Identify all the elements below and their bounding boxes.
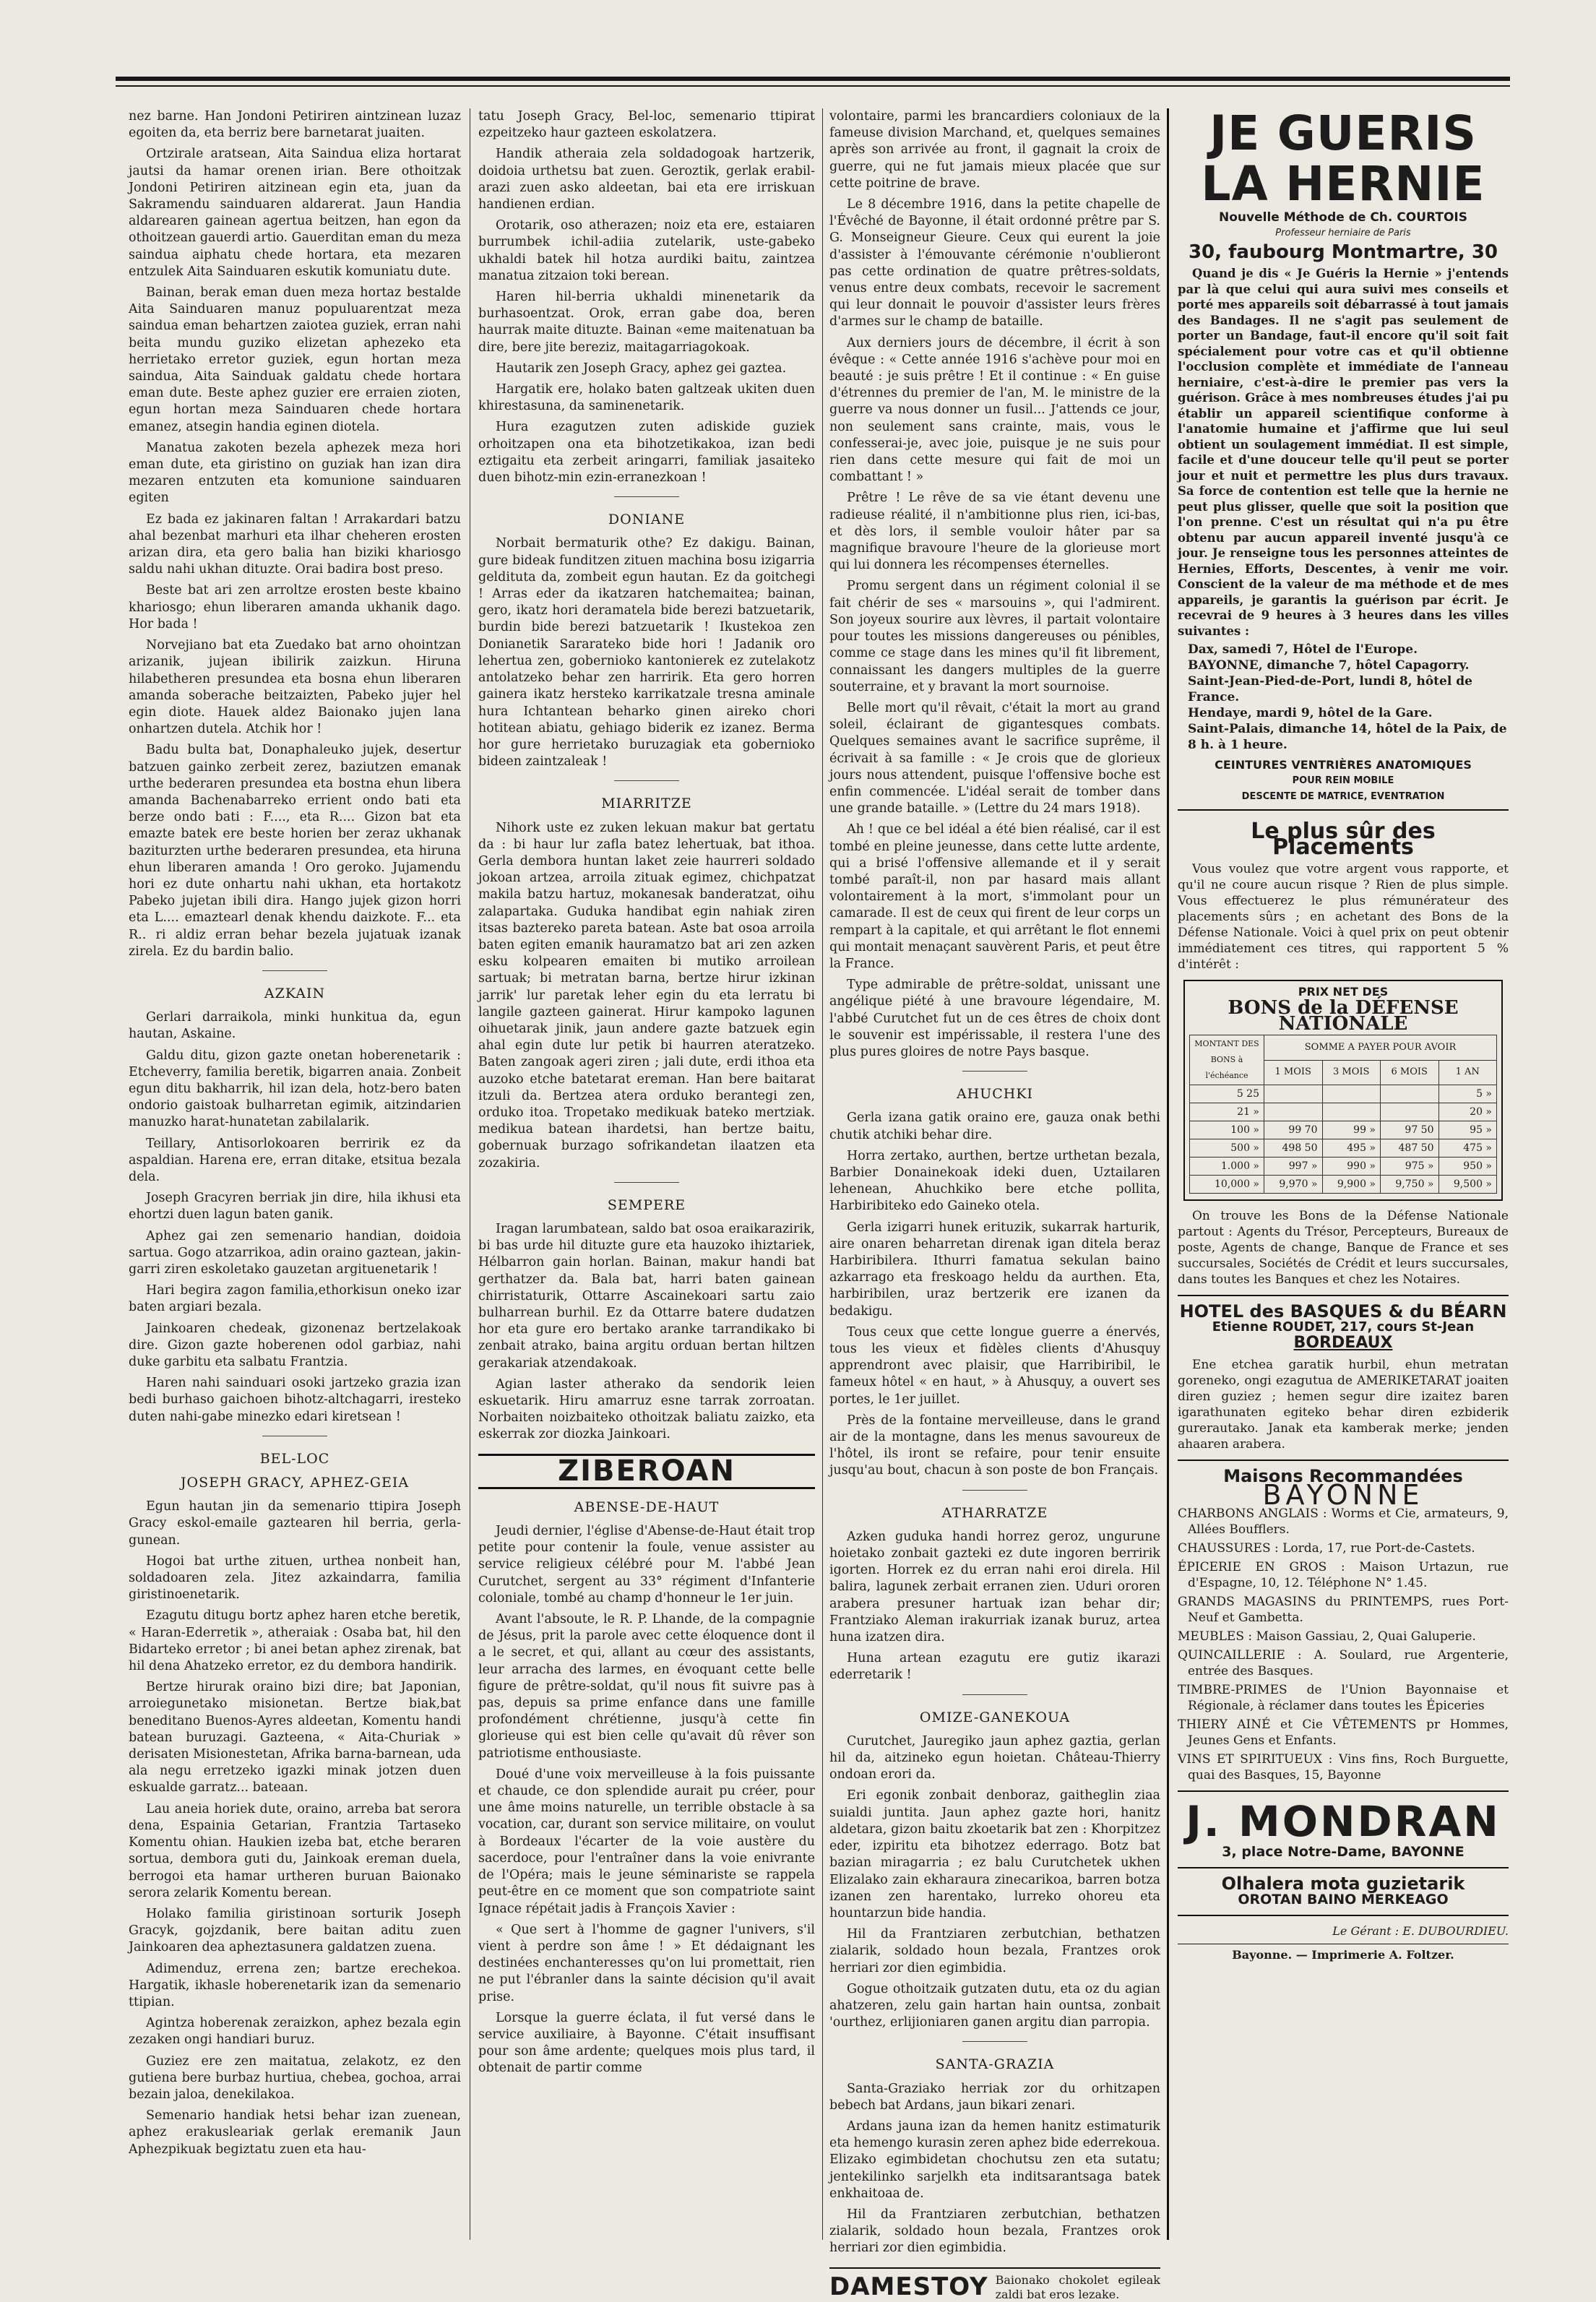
hotel-city: BORDEAUX xyxy=(1293,1334,1393,1352)
heading-doniane: DONIANE xyxy=(608,512,686,528)
city-line: Dax, samedi 7, Hôtel de l'Europe. xyxy=(1188,642,1418,657)
paragraph: Santa-Graziako herriak zor du orhitzapen bebech bat Ardans, jaun bikari zenari. xyxy=(829,2081,1160,2113)
bons-cell: 500 » xyxy=(1190,1139,1264,1158)
mondran-name: J. MONDRAN xyxy=(1186,1797,1501,1846)
shop-list xyxy=(1178,1506,1509,1783)
paragraph: Gerla izigarri hunek erituzik, sukarrak harturik, aire onaren beharretan direnak igan ditela beraz Harbiribilera. Ithurri famatua sekulan baino azkarrago eta freskoago heldu da aurthen. Eta, harbiribilen, uraz bertzerik ere izanen da bedakigu. xyxy=(829,1220,1160,1319)
bons-box xyxy=(1183,980,1503,1201)
paragraph: Norbait bermaturik othe? Ez dakigu. Bainan, gure bideak funditzen zituen machina bosu izigarria geldituta da, zombeit egun hautan. Ez da goitchegi ! Arras eder da ikatzaren hatchemaitea; bainan, gero, ikatz hori deramatela bide berezi batzuetarik, burdin bide berezi batzuetarik ! Ikustekoa zen Donianetik Sararateko bide hori ! Jadanik oro lehertua zen, gobernioko kantonierek ez zutelakotz antolatzeko behar zen harririk. Eta gero horren gainera ikatz hersteko karrikatzale tresna aminale hura Ichtantean beharko ginen aireko chori hotitean abiatu, gehiago biderik ez izanez. Berma hor gure herrietako buruzagiak eta gobernioko bideen zaintzaleak ! xyxy=(478,536,815,770)
damestoy-text: Baionako chokolet egileak zaldi bat eros lezake. xyxy=(995,2272,1160,2301)
paragraph: Agintza hoberenak zeraizkon, aphez bezala egin zezaken ongi handiari buruz. xyxy=(129,2016,461,2048)
shop-entry: TIMBRE-PRIMES de l'Union Bayonnaise et Régionale, à réclamer dans toutes les Épiceries xyxy=(1178,1683,1509,1713)
paragraph: Handik atheraia zela soldadogoak hartzerik, doidoia urthetsu bat zuen. Geroztik, gerlak erabil-arazi zuen asko aldeetan, bai eta ere irriskuan handienen erdian. xyxy=(478,147,815,212)
ceintures-line3: DESCENTE DE MATRICE, EVENTRATION xyxy=(1178,789,1509,811)
paragraph: Norvejiano bat eta Zuedako bat arno ohointzan arizanik, jujean ibilirik zaizkun. Hiruna hilabetheren presundea eta bosna ehun liberaren amanda soberache beitzaizten, Pabeko jujer hel egin diote. Hauek aldez Baionako jujen lana onhartzen dutela. Atchik hor ! xyxy=(129,638,461,737)
bons-cell: 487 50 xyxy=(1381,1139,1439,1158)
olha-line2: OROTAN BAINO MERKEAGO xyxy=(1238,1892,1449,1907)
bons-cell xyxy=(1322,1085,1381,1103)
heading-santa-grazia: SANTA-GRAZIA xyxy=(935,2056,1055,2073)
shop-entry: QUINCAILLERIE : A. Soulard, rue Argenterie, entrée des Basques. xyxy=(1178,1648,1509,1678)
city-line: Saint-Jean-Pied-de-Port, lundi 8, hôtel de France. xyxy=(1188,674,1472,704)
bons-cell: 950 » xyxy=(1438,1158,1497,1176)
bons-cell: 99 70 xyxy=(1264,1121,1323,1139)
omize-paragraphs xyxy=(829,1733,1160,2031)
mondran-address: 3, place Notre-Dame, BAYONNE xyxy=(1222,1844,1465,1860)
belloc-paragraphs xyxy=(129,1499,461,2158)
bons-row xyxy=(1190,1158,1497,1176)
bons-cell: 100 » xyxy=(1190,1121,1264,1139)
paragraph: Ez bada ez jakinaren faltan ! Arrakardari batzu ahal bezenbat marhuri eta ilhar cheheren erosten arizan dira, eta gero balia han biziki khariosgo saldu nahi ukhan dituzte. Orai badira bost preso. xyxy=(129,512,461,577)
bons-th: 6 MOIS xyxy=(1381,1060,1439,1085)
paragraph: Ardans jauna izan da hemen hanitz estimaturik eta hemengo kurasin zeren aphez bide ederrekoua. Elizako egimbidetan chochutsu zen eta sutatu; jentekilinko sarjelkh eta inditsarantsaga batek enkhaitoaa de. xyxy=(829,2118,1160,2201)
paragraph: « Que sert à l'homme de gagner l'univers, s'il vient à perdre son âme ! » Et dédaignant les destinées enchanteresses qu'on lui promettait, rien ne put l'ébranler dans la sainte décision qu'il avait prise. xyxy=(478,1922,815,2004)
hotel-body: Ene etchea garatik hurbil, ehun metratan goreneko, ongi ezagutua de AMERIKETARAT joaiten diren guziez ; hemen segur dire izaitez baren igarathunaten egiteko behar diren ezbiderik gurerautako. Janak eta kamberak merke; jenden ahaaren arabera. xyxy=(1178,1358,1509,1452)
doniane-paragraphs xyxy=(478,535,815,770)
ahuchki-paragraphs xyxy=(829,1110,1160,1479)
hernie-cities xyxy=(1178,642,1509,753)
bons-th: 1 AN xyxy=(1438,1060,1497,1085)
column-divider xyxy=(822,108,823,2240)
shop-entry: CHARBONS ANGLAIS : Worms et Cie, armateurs, 9, Allées Boufflers. xyxy=(1178,1506,1509,1537)
heading-atharratze: ATHARRATZE xyxy=(941,1504,1048,1521)
paragraph: Curutchet, Jauregiko jaun aphez gaztia, gerlan hil da, aitzineko egun hoietan. Château-Thierry ondoan erori da. xyxy=(829,1733,1160,1782)
paragraph: Semenario handiak hetsi behar izan zuenean, aphez erakusleariak gerlak eremanik Jaun Aphezpikuak begiztatu zuen eta hau- xyxy=(129,2108,461,2157)
paragraph: Joseph Gracyren berriak jin dire, hila ikhusi eta ehortzi duen lagun baten ganik. xyxy=(129,1191,461,1223)
bons-cell: 10,000 » xyxy=(1190,1176,1264,1194)
col2-paragraphs xyxy=(478,108,815,486)
hernie-body: Quand je dis « Je Guéris la Hernie » j'entends par là que celui qui aura suivi mes conseils et porté mes appareils soit débarrassé à tout jamais des Bandages. Il ne s'agit pas seulement de porter un Bandage, faut-il encore qu'il soit fait spécialement pour votre cas et qu'il obtienne l'occlusion complète et immédiate de l'anneau herniaire, c'est-à-dire le premier pas vers la guérison. Grâce à mes nombreuses études j'ai pu établir un appareil scientifique conforme à l'anatomie humaine et j'affirme que lui seul obtient un soulagement immédiat. Il est simple, facile et d'une douceur telle qu'il peut se porter jour et nuit et permettre les plus durs travaux. Sa force de contention est telle que la hernie ne peut plus glisser, quelle que soit la position que l'on prenne. C'est un résultat qui n'a pu être obtenu par aucun appareil inventé jusqu'à ce jour. Je renseigne tous les personnes atteintes de Hernies, Efforts, Descentes, à venir me voir. Conscient de la valeur de ma méthode et de mes appareils, je garantis la guérison par écrit. Je recevrai de 9 heures à 3 heures dans les villes suivantes : xyxy=(1178,267,1509,638)
bons-cell: 997 » xyxy=(1264,1158,1323,1176)
paragraph: Hura ezagutzen zuten adiskide guziek orhoitzapen ona eta bihotzetikakoa, izan bedi eztigaitu eta zerbeit aringarri, familiak jasaiteko duen bihotz-min ezin-erranezkoan ! xyxy=(478,420,815,486)
city-line: Hendaye, mardi 9, hôtel de la Gare. xyxy=(1188,706,1433,720)
paragraph: Aux derniers jours de décembre, il écrit à son évêque : « Cette année 1916 s'achève pour moi en beauté : je suis prêtre ! Et il continue : « En guise d'étrennes du premier de l'an, M. le ministre de la guerre va nous donner un fusil... J'attends ce jour, non seulement sans crainte, mais, vous le confesserai-je, avec joie, puisque je ne suis pour rien dans cette mesure qui fait de moi un combattant ! » xyxy=(829,335,1160,485)
paragraph: volontaire, parmi les brancardiers coloniaux de la fameuse division Marchand, et, quelques semaines après son arrivée au front, il gagnait la croix de guerre, qui ne fut jamais mieux placée que sur cette poitrine de brave. xyxy=(829,109,1160,191)
heading-abense: ABENSE-DE-HAUT xyxy=(574,1499,720,1515)
paragraph: Bainan, berak eman duen meza hortaz bestalde Aita Sainduaren manuz populuarentzat meza saindua eman behartzen zaiotea guziek, erran nahi beita mundu guziko elizetan aphezeko eta herrietako erretor guziek, egun hortan meza saindua, Aita Sainduak galdatu chede hortara eman dute. Beste aphez guzier ere erraien zioten, egun hortan meza Sainduaren chede hortara emanez, atsegin handia eginen diotela. xyxy=(129,285,461,434)
column-1 xyxy=(129,108,461,2247)
heading-omize: OMIZE-GANEKOUA xyxy=(919,1709,1071,1725)
paragraph: Hil da Frantziaren zerbutchian, bethatzen zialarik, soldado houn bezala, Frantzes orok herriari zor dien egimbidia. xyxy=(829,2207,1160,2256)
bons-cell: 9,500 » xyxy=(1438,1176,1497,1194)
paragraph: Nihork uste ez zuken lekuan makur bat gertatu da : bi haur lur zafla batez lehertuak, bat ithoa. Gerla dembora huntan laket zeie haurreri soldado jokoan artzea, arroila zituak egimez, chichpatzat makila batzu hartuz, mokanesak banderatzat, oihu zalapartaka. Guduka handibat egin nahiak ziren itsas baztereko pareta batean. Aste bat osoa arroila baten egiten emanik hauramatzo bat ari zen azken esku kolpearen emaiten bi mutiko arroilean sartuak; bi metratan barna, bertze hirur izkinan jarrik' lur paretak leher egin du eta lerratu bi langile gazteen gainerat. Hirur kampoko lagunen oihuetarak jinik, jaun andere gazte batzuek egin ahal egin dute lur petik bi haurren ateratzeko. Baten zangoak ageri ziren ; jali dute, erdi ithoa eta auzoko etche batetarat ereman. Han bere baitarat itzuli da. Bertzea atera orduko berantegi zen, orduko itoa. Tropetako medikuak bateko mertziak. medikua batean ihardetsi, han bertze baitu, gobernuak burzago sofrikandetan ilaatzen eta zozakiria. xyxy=(478,820,815,1171)
ad-column xyxy=(1178,105,1509,2240)
paragraph: Hautarik zen Joseph Gracy, aphez gei gaztea. xyxy=(496,361,787,376)
paragraph: Lau aneia horiek dute, oraino, arreba bat serora dena, Espainia Getarian, Frantzia Tartaseko Komentu ohian. Haukien izeba bat, etche beraren sortua, dembora guti du, Jainkoak ereman duela, berrogoi eta hamar urtheren buruan Baionako serora zelarik Komentu berean. xyxy=(129,1801,461,1900)
bons-cell: 5 25 xyxy=(1190,1085,1264,1103)
courtois-prof: Professeur herniaire de Paris xyxy=(1275,228,1411,238)
paragraph: Hil da Frantziaren zerbutchian, bethatzen zialarik, soldado houn bezala, Frantzes orok herriari zor dien egimbidia. xyxy=(829,1927,1160,1975)
ceintures-line2: POUR REIN MOBILE xyxy=(1292,775,1394,786)
paragraph: Ezagutu ditugu bortz aphez haren etche beretik, « Haran-Ederretik », atheraiak : Osaba bat, hil den Bidarteko erretor ; bi anei betan aphez zirenak, bat hil dena Ahatzeko erretor, ez du dembora handirik. xyxy=(129,1608,461,1674)
paragraph: Doué d'une voix merveilleuse à la fois puissante et chaude, ce don splendide aurait pu créer, pour une âme moins naturelle, un terrible obstacle à sa vocation, car, durant son service militaire, on voulut à Bordeaux l'écarter de la voie austère du sacerdoce, pour l'entraîner dans la voie enivrante de l'Opéra; mais le jeune séminariste se rappela peut-être en ce moment que son compatriote saint Ignace répétait jadis à François Xavier : xyxy=(478,1767,815,1916)
heading-ahuchki: AHUCHKI xyxy=(956,1086,1034,1103)
bons-footer: On trouve les Bons de la Défense Nationale partout : Agents du Trésor, Percepteurs, Bureaux de poste, Agents de change, Banque de France et ses succursales, Sociétés de Crédit et leurs succursales, dans toutes les Banques et chez les Notaires. xyxy=(1178,1209,1509,1287)
atharratze-paragraphs xyxy=(829,1529,1160,1684)
paragraph: Adimenduz, errena zen; bartze erechekoa. Hargatik, ikhasle hoberenetarik izan da semenario ttipian. xyxy=(129,1961,461,2009)
paragraph: Bertze hirurak oraino bizi dire; bat Japonian, arroiegunetako misionetan. Bertze biak,bat beneditano Buenos-Ayres aldeetan, Komentu handi batean buruzagi. Gazteena, « Aita-Churiak » derisaten Misionestetan, Afrika barna-barnean, uda ala negu erretzeko igazki minak jotzen duen eskualde garratz... bateaan. xyxy=(129,1680,461,1796)
heading-miarritze: MIARRITZE xyxy=(601,796,692,812)
paragraph: Gerla izana gatik oraino ere, gauza onak bethi chutik atchiki behar dire. xyxy=(829,1111,1160,1142)
bons-cell: 20 » xyxy=(1438,1103,1497,1121)
top-rule xyxy=(116,77,1510,81)
column-divider xyxy=(1167,108,1169,2240)
bons-cell: 97 50 xyxy=(1381,1121,1439,1139)
col1-paragraphs xyxy=(129,108,461,960)
paragraph: Hogoi bat urthe zituen, urthea nonbeit han, soldadoaren zela. Jitez azkaindarra, familia giristinoenetarik. xyxy=(129,1553,461,1603)
azkain-paragraphs xyxy=(129,1009,461,1426)
column-2 xyxy=(478,108,815,2247)
paragraph: Avant l'absoute, le R. P. Lhande, de la compagnie de Jésus, prit la parole avec cette éloquence dont il a le secret, et qui, allant au cœur des assistants, leur arracha des larmes, en évoquant cette belle figure de prêtre-soldat, qu'il nous fit suivre pas à pas, depuis sa prime enfance dans une famille profondément chrétienne, jusqu'à cette fin glorieuse qui est bien celle qu'avait dû rêver son patriotisme enthousiaste. xyxy=(478,1612,815,1761)
paragraph: Horra zertako, aurthen, bertze urthetan bezala, Barbier Donainekoak ideki duen, Uztailaren lehenean, Ahuchkiko bere etche pollita, Harbiribiteko edo Gaineko otela. xyxy=(829,1148,1160,1214)
paragraph: Près de la fontaine merveilleuse, dans le grand air de la montagne, dans les menus savoureux de l'hôtel, ils iront se refaire, pour tenir ensuite jusqu'au bout, chacun à son poste de bon Français. xyxy=(829,1413,1160,1478)
shop-entry: VINS ET SPIRITUEUX : Vins fins, Roch Burguette, quai des Basques, 15, Bayonne xyxy=(1178,1752,1509,1782)
bayonne-title: BAYONNE xyxy=(1262,1479,1424,1511)
col3-paragraphs xyxy=(829,108,1160,1061)
bons-row xyxy=(1190,1085,1497,1103)
hernie-headline-2: LA HERNIE xyxy=(1201,156,1485,212)
placements-body: Vous voulez que votre argent vous rapporte, et qu'il ne coure aucun risque ? Rien de plus simple. Vous effectuerez le plus rémunérateur des placements sûrs ; en achetant des Bons de la Défense Nationale. Voici à quel prix on peut obtenir immédiatement ces titres, qui rapportent 5 % d'intérêt : xyxy=(1178,862,1509,972)
paragraph: Teillary, Antisorlokoaren berririk ez da aspaldian. Harena ere, erran ditake, etsitua bezala dela. xyxy=(129,1136,461,1184)
paragraph: Ah ! que ce bel idéal a été bien réalisé, car il est tombé en pleine jeunesse, dans cette lutte ardente, qui a brisé l'offensive allemande et il y serait tombé paraît-il, non par hasard mais allant volontairement à la mort, s'immolant pour un camarade. Il est de ceux qui firent de leur corps un rempart à la capitale, et qui arrêtant le flot ennemi qui montait menaçant sauvèrent Paris, et peut être la France. xyxy=(829,822,1160,971)
paragraph: Iragan larumbatean, saldo bat osoa eraikarazirik, bi bas urde hil dituzte gure eta hauzoko ihiztariek, Hélbarron gain horlan. Bainan, makur handi bat gerthatzer da. Bala bat, harri baten gainean chirristaturik, Ottarre Ascainekoari sartu zaio bulharrean burhil. Ez da Ottarre batere dudatzen hor eta gure ero bertako aranke tarrandikako bi zenbait atrako, baina argitu orduan bertan hiltzen gerakariak atzendakoak. xyxy=(478,1221,815,1371)
paragraph: Prêtre ! Le rêve de sa vie étant devenu une radieuse réalité, il n'ambitionne plus rien, ici-bas, et dès lors, il semble vouloir hâter par sa magnifique bravoure l'heure de la glorieuse mort qui lui donnera les récompenses éternelles. xyxy=(829,491,1160,573)
bons-th-somme: SOMME A PAYER POUR AVOIR xyxy=(1264,1035,1497,1061)
paragraph: Badu bulta bat, Donaphaleuko jujek, desertur batzuen gainko zerbeit zerez, baziutzen emanak urthe bederaren presundea eta bostna ehun libera amanda Bachenabarreko errient ondo bati eta berze ondo bati : F...., eta R.... Gizon bat eta emazte batek ere beste horien ber zeraz ukhanak baziturzten urthe bederaren presundea, eta hiruna ehun liberaren amanda ! Oro geroko. Jujamendu hori ez dute onhartu nahi ukhan, eta hortakotz Pabeko jujetan ibili dira. Hango jujek gizon horri eta L.... emaztearl denak khendu daizkote. F... eta R.. ri aldiz erran behar bezela jujatuak izanak zirela. Ez du bardin balio. xyxy=(129,743,461,959)
shop-entry: THIERY AINÉ et Cie VÊTEMENTS pr Hommes, Jeunes Gens et Enfants. xyxy=(1178,1717,1509,1748)
paragraph: Jainkoaren chedeak, gizonenaz bertzelakoak dire. Gizon gazte hoberenen odol garbiaz, nahi duke garbitu eta salbatu Frantzia. xyxy=(129,1321,461,1370)
bons-th: 1 MOIS xyxy=(1264,1060,1323,1085)
paragraph: Huna artean ezagutu ere gutiz ikarazi ederretarik ! xyxy=(829,1651,1160,1683)
bons-cell xyxy=(1264,1103,1323,1121)
paragraph: Galdu ditu, gizon gazte onetan hoberenetarik : Etcheverry, familia beretik, bigarren anaia. Zonbeit egun ditu bakharrik, hil izan dela, hotz-bero baten ondorio gaistoak bulharretan egimik, aitzindarien manuzko harat-hunatetan zabilalarik. xyxy=(129,1048,461,1130)
bons-cell xyxy=(1381,1085,1439,1103)
bons-cell xyxy=(1322,1103,1381,1121)
paragraph: Beste bat ari zen arroltze erosten beste kbaino khariosgo; ehun liberaren amanda ukhanik dago. Hor bada ! xyxy=(129,583,461,631)
paragraph: Azken guduka handi horrez geroz, ungurune hoietako zonbait gazteki ez dute ingoren berririk igorten. Horrek ez du erran nahi eroi direla. Hil balira, lagunek zerbait erranen zien. Uduri ororen arabera presuner hartuak izan behar dir; Frantziako Aleman irakurriak izanak buruz, artea huna izatzen dira. xyxy=(829,1529,1160,1645)
paragraph: Gerlari darraikola, minki hunkitua da, egun hautan, Askaine. xyxy=(129,1010,461,1042)
hernie-headline-1: JE GUERIS xyxy=(1209,105,1477,161)
paragraph: tatu Joseph Gracy, Bel-loc, semenario ttipirat ezpeitzeko haur gazteen eskolatzera. xyxy=(478,109,815,141)
city-line: Saint-Palais, dimanche 14, hôtel de la Paix, de 8 h. à 1 heure. xyxy=(1188,722,1507,752)
heading-ziberoan: ZIBEROAN xyxy=(478,1454,815,1489)
bons-cell: 495 » xyxy=(1322,1139,1381,1158)
city-line: BAYONNE, dimanche 7, hôtel Capagorry. xyxy=(1188,658,1470,673)
bons-cell: 475 » xyxy=(1438,1139,1497,1158)
bons-prix: PRIX NET DES xyxy=(1298,985,1389,999)
paragraph: Aphez gai zen semenario handian, doidoia sartua. Gogo atzarrikoa, adin oraino gaztean, jakin-garri ziren eskoletako gauzetan argituenetarik ! xyxy=(129,1228,461,1277)
paragraph: Eri egonik zonbait denboraz, gaitheglin ziaa suialdi juntita. Jaun aphez gazte hori, hanitz aldetara, gizon baitu zkoetarik bat zen : Khorpitzez eder, izpiritu eta bihotzez ederrago. Botz bat bazian miragarria ; ez balu Curutchetek ukhen Elizalako zain ekharaura zinecarikoa, barren botza izanen zen harentako, lurreko ohoreu eta hountarzun bide handia. xyxy=(829,1788,1160,1921)
shop-entry: MEUBLES : Maison Gassiau, 2, Quai Galuperie. xyxy=(1178,1629,1476,1644)
damestoy-name: DAMESTOY xyxy=(829,2272,988,2301)
bons-cell xyxy=(1381,1103,1439,1121)
courtois-address: 30, faubourg Montmartre, 30 xyxy=(1188,241,1498,263)
damestoy-ad xyxy=(829,2267,1160,2302)
bons-row xyxy=(1190,1139,1497,1158)
bons-cell: 5 » xyxy=(1438,1085,1497,1103)
paragraph: Holako familia giristinoan sorturik Joseph Gracyk, gojzdanik, bere baitan aditu zuen Jainkoaren dea apheztasunera galdatzen zuena. xyxy=(129,1906,461,1955)
heading-belloc: BEL-LOC xyxy=(259,1450,330,1467)
bons-cell: 1.000 » xyxy=(1190,1158,1264,1176)
top-rule-thin xyxy=(116,85,1510,87)
paragraph: Tous ceux que cette longue guerre a énervés, tous les vieux et fidèles clients d'Ahusquy apprendront avec plaisir, que Harribiribil, le fameux hôtel « en haut, » à Ahusquy, a ouvert ses portes, le 1er juillet. xyxy=(829,1324,1160,1407)
paragraph: Manatua zakoten bezela aphezek meza hori eman dute, eta giristino on guziak han izan dira mezaren entzuten eta komunione sainduaren egiten xyxy=(129,440,461,506)
bons-cell: 9,970 » xyxy=(1264,1176,1323,1194)
abense-paragraphs xyxy=(478,1523,815,2077)
shop-entry: CHAUSSURES : Lorda, 17, rue Port-de-Castets. xyxy=(1178,1541,1475,1556)
paragraph: Hari begira zagon familia,ethorkisun oneko izar baten argiari bezala. xyxy=(129,1283,461,1315)
paragraph: Orotarik, oso atherazen; noiz eta ere, estaiaren burrumbek ichil-adiia zutelarik, uste-gabeko ukhaldi batek hil hotza aurdiki baitu, zaintzea manatua zitzaion toki berean. xyxy=(478,218,815,283)
heading-gracy: JOSEPH GRACY, APHEZ-GEIA xyxy=(180,1475,410,1491)
paragraph: Jeudi dernier, l'église d'Abense-de-Haut était trop petite pour contenir la foule, venue assister au service religieux célébré pour M. l'abbé Jean Curutchet, sergent au 33° régiment d'Infanterie coloniale, tombé au champ d'honneur le 1er juin. xyxy=(478,1524,815,1605)
paragraph: Lorsque la guerre éclata, il fut versé dans le service auxiliaire, à Bayonne. C'était insuffisant pour son âme ardente; quelques mois plus tard, il obtenait de partir comme xyxy=(478,2010,815,2076)
paragraph: Le 8 décembre 1916, dans la petite chapelle de l'Évêché de Bayonne, il était ordonné prêtre par S. G. Monseigneur Gieure. Ceux qui eurent la joie d'assister à l'émouvante cérémonie n'oublieront pas cette ordination de quatre prêtres-soldats, venus entre deux combats, recevoir le sacrement qui leur donnait le pouvoir d'assister leurs frères d'armes sur le champ de bataille. xyxy=(829,197,1160,329)
bons-cell: 99 » xyxy=(1322,1121,1381,1139)
heading-sempere: SEMPERE xyxy=(607,1197,686,1213)
column-3 xyxy=(829,108,1160,2301)
paragraph: Haren hil-berria ukhaldi minenetarik da burhasoentzat. Orok, erran gabe doa, beren haurrak maite dituzte. Bainan «eme maitenatuan ba dire, bere jite bereziz, maitagarriagokoak. xyxy=(478,290,815,355)
bons-title: BONS de la DÉFENSE NATIONALE xyxy=(1228,997,1459,1035)
paragraph: Promu sergent dans un régiment colonial il se fait chérir de ses « marsouins », qui l'admirent. Son joyeux sourire aux lèvres, il partait volontaire pour toutes les missions dangereuses ou pénibles, comme ce stage dans les mines qu'il fit librement, connaissant les dangers multiples de la guerre souterraine, et y bravant la mort sournoise. xyxy=(829,579,1160,694)
bons-cell: 990 » xyxy=(1322,1158,1381,1176)
bons-row xyxy=(1190,1176,1497,1194)
bons-table xyxy=(1189,1035,1497,1194)
ceintures-title: CEINTURES VENTRIÈRES ANATOMIQUES xyxy=(1215,758,1472,772)
bons-cell xyxy=(1264,1085,1323,1103)
bons-cell: 9,750 » xyxy=(1381,1176,1439,1194)
paragraph: Ortzirale aratsean, Aita Saindua eliza hortarat jautsi da hamar orenen irian. Bere othoitzak Jondoni Petiriren aitzinean egin eta, juan da Sakramendu sainduaren aldarerat. Jaun Handia aldarearen gainean agertua beitzen, han egon da othoitzean gauerdi artio. Gauerditan eman du meza saindua aiphatu chede hortara, eta mezaren entzulek Aita Sainduaren eskutik komuniatu dute. xyxy=(129,147,461,279)
bons-cell: 498 50 xyxy=(1264,1139,1323,1158)
bons-th-montant: MONTANT DES BONS à l'échéance xyxy=(1190,1035,1264,1085)
shop-entry: ÉPICERIE EN GROS : Maison Urtazun, rue d'Espagne, 10, 12. Téléphone N° 1.45. xyxy=(1178,1560,1509,1590)
gerant: Le Gérant : E. DUBOURDIEU. xyxy=(1332,1924,1509,1938)
bons-row xyxy=(1190,1121,1497,1139)
paragraph: Belle mort qu'il rêvait, c'était la mort au grand soleil, éclairant de gigantesques combats. Quelques semaines avant le sacrifice suprême, il écrivait à sa famille : « Je crois que de glorieux jours nous attendent, puisque l'offensive boche est enfin commencée. L'idéal serait de tomber dans une grande bataille. » (Lettre du 24 mars 1918). xyxy=(829,700,1160,816)
courtois-method: Nouvelle Méthode de Ch. COURTOIS xyxy=(1219,210,1467,225)
santa-grazia-paragraphs xyxy=(829,2081,1160,2257)
paragraph: Type admirable de prêtre-soldat, unissant une angélique piété à une bravoure légendaire, M. l'abbé Curutchet fut un de ces êtres de choix dont le souvenir est impérissable, il restera l'une des plus pures gloires de notre Pays basque. xyxy=(829,978,1160,1059)
sempere-paragraphs xyxy=(478,1221,815,1444)
bons-th: 3 MOIS xyxy=(1322,1060,1381,1085)
miarritze-paragraphs xyxy=(478,820,815,1172)
paragraph: Egun hautan jin da semenario ttipira Joseph Gracy eskol-emaile gaztearen hil berria, gerla-gunean. xyxy=(129,1499,461,1548)
paragraph: Guziez ere zen maitatua, zelakotz, ez den gutiena bere burbaz hurtiua, chebea, gochoa, arrai bezain jaloa, denekilakoa. xyxy=(129,2053,461,2102)
paragraph: Hargatik ere, holako baten galtzeak ukiten duen khirestasuna, da saminenetarik. xyxy=(478,382,815,414)
placements-title: Le plus sûr des Placements xyxy=(1251,819,1436,860)
bons-cell: 9,900 » xyxy=(1322,1176,1381,1194)
heading-azkain: AZKAIN xyxy=(264,985,326,1001)
maisons-title: Maisons Recommandées xyxy=(1223,1466,1463,1486)
bons-cell: 95 » xyxy=(1438,1121,1497,1139)
bons-cell: 975 » xyxy=(1381,1158,1439,1176)
shop-entry: GRANDS MAGASINS du PRINTEMPS, rues Port-Neuf et Gambetta. xyxy=(1178,1595,1509,1625)
hotel-owner: Etienne ROUDET, 217, cours St-Jean xyxy=(1212,1319,1475,1335)
hotel-name: HOTEL des BASQUES & du BÉARN xyxy=(1179,1301,1507,1322)
bons-cell: 21 » xyxy=(1190,1103,1264,1121)
paragraph: Agian laster atherako da sendorik leien eskuetarik. Hiru amarruz esne tarrak zorroatan. Norbaiten noizbaiteko othoitzak baliatu zaizko, eta eskerrak zor diozka Jainkoari. xyxy=(478,1376,815,1442)
paragraph: Gogue othoitzaik gutzaten dutu, eta oz du agian ahatzeren, zelu gain hartan hain ountsa, zonbait 'ourthez, erlijioniaren ganen argitu dian parropia. xyxy=(829,1981,1160,2030)
imprimerie: Bayonne. — Imprimerie A. Foltzer. xyxy=(1178,1944,1509,1963)
paragraph: nez barne. Han Jondoni Petiriren aintzinean luzaz egoiten da, eta berriz bere barnetarat juaiten. xyxy=(129,109,461,141)
bons-row xyxy=(1190,1103,1497,1121)
paragraph: Haren nahi sainduari osoki jartzeko grazia izan bedi burhaso gaichoen bihotz-altchagarri, iresteko duten nahi-gabe minezko edari kiretsean ! xyxy=(129,1376,461,1424)
olha-line1: Olhalera mota guzietarik xyxy=(1221,1874,1465,1894)
